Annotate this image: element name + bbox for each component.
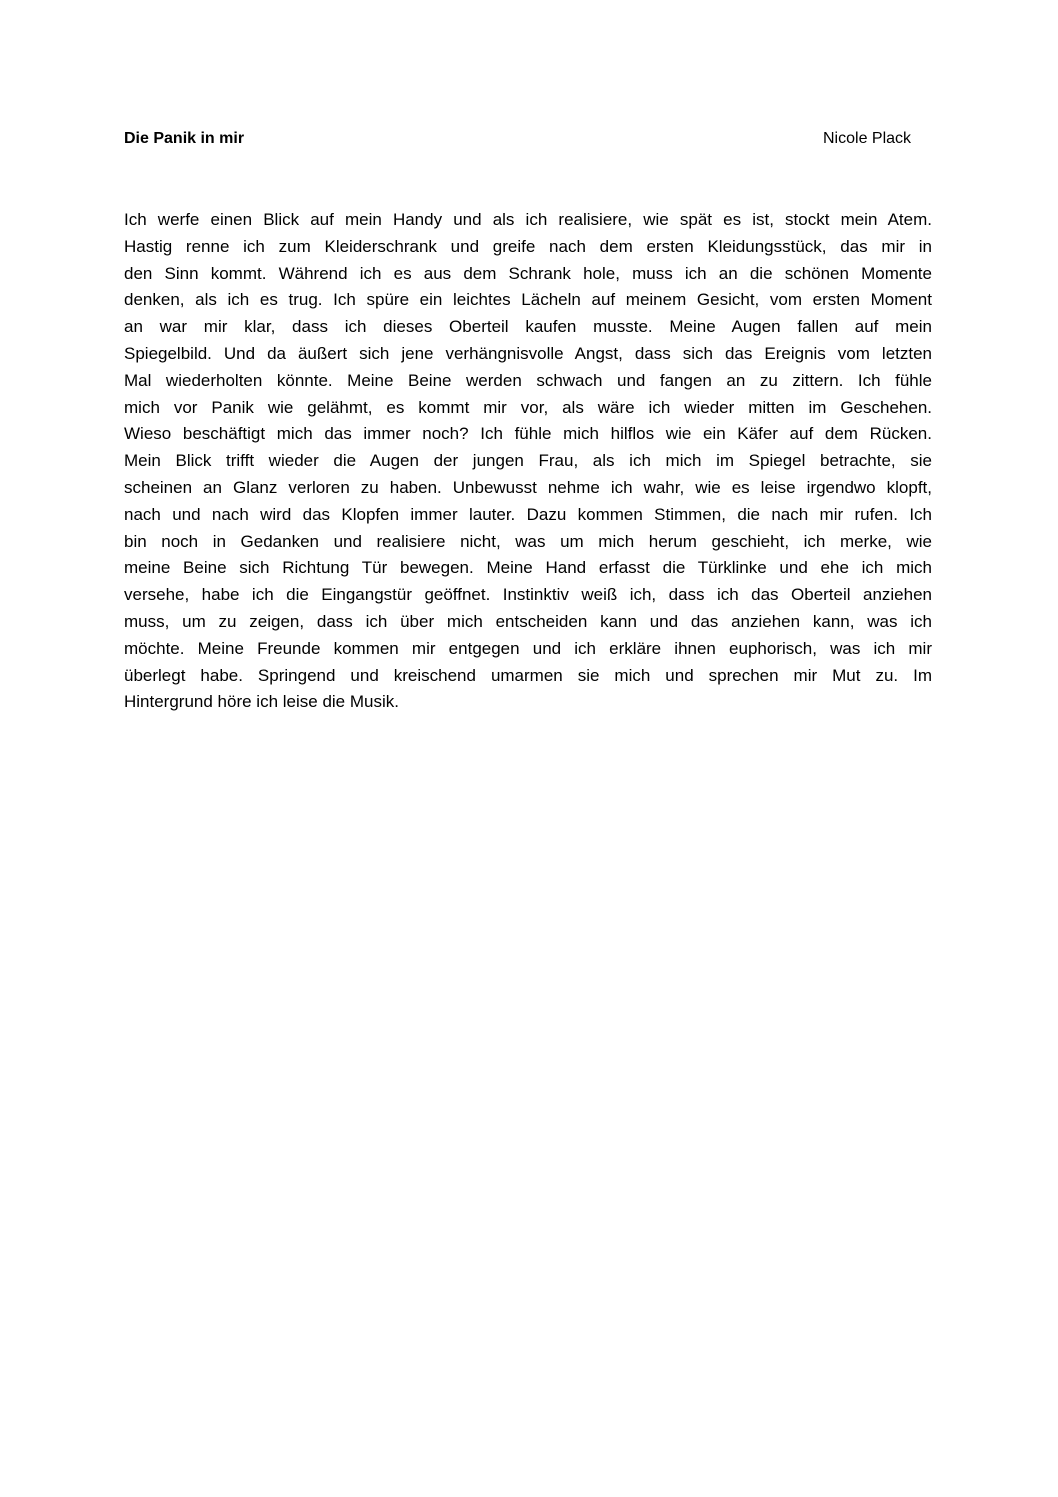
body-line: Spiegelbild. Und da äußert sich jene verhängnisvolle Angst, dass sich das Ereignis vom letzten — [124, 343, 932, 363]
body-line: mich vor Panik wie gelähmt, es kommt mir vor, als wäre ich wieder mitten im Geschehen. — [124, 397, 932, 417]
body-line: Hintergrund höre ich leise die Musik. — [124, 692, 399, 712]
author-name: Nicole Plack — [823, 130, 912, 147]
body-line: Mein Blick trifft wieder die Augen der jungen Frau, als ich mich im Spiegel betrachte, sie — [124, 451, 932, 471]
body-line: an war mir klar, dass ich dieses Oberteil kaufen musste. Meine Augen fallen auf mein — [124, 317, 932, 337]
body-line: möchte. Meine Freunde kommen mir entgegen und ich erkläre ihnen euphorisch, was ich mir — [124, 638, 932, 658]
body-line: Mal wiederholten könnte. Meine Beine werden schwach und fangen an zu zittern. Ich fühle — [124, 370, 932, 390]
body-line: Hastig renne ich zum Kleiderschrank und greife nach dem ersten Kleidungsstück, das mir in — [124, 236, 932, 256]
body-line: Ich werfe einen Blick auf mein Handy und als ich realisiere, wie spät es ist, stockt mein Atem. — [124, 210, 932, 229]
body-line: überlegt habe. Springend und kreischend umarmen sie mich und sprechen mir Mut zu. Im — [124, 665, 932, 685]
body-paragraph — [124, 207, 932, 716]
body-line: meine Beine sich Richtung Tür bewegen. Meine Hand erfasst die Türklinke und ehe ich mich — [124, 558, 932, 578]
body-line: versehe, habe ich die Eingangstür geöffnet. Instinktiv weiß ich, dass ich das Oberteil anziehen — [124, 585, 932, 605]
document-title: Die Panik in mir — [124, 130, 245, 147]
body-line: den Sinn kommt. Während ich es aus dem Schrank hole, muss ich an die schönen Momente — [124, 263, 932, 283]
body-line: Wieso beschäftigt mich das immer noch? Ich fühle mich hilflos wie ein Käfer auf dem Rücken. — [124, 424, 932, 444]
body-line: bin noch in Gedanken und realisiere nicht, was um mich herum geschieht, ich merke, wie — [124, 531, 932, 551]
body-line: denken, als ich es trug. Ich spüre ein leichtes Lächeln auf meinem Gesicht, vom ersten Moment — [124, 290, 932, 310]
body-line: scheinen an Glanz verloren zu haben. Unbewusst nehme ich wahr, wie es leise irgendwo klopft, — [124, 477, 932, 497]
body-line: nach und nach wird das Klopfen immer lauter. Dazu kommen Stimmen, die nach mir rufen. Ich — [124, 504, 932, 524]
body-line: muss, um zu zeigen, dass ich über mich entscheiden kann und das anziehen kann, was ich — [124, 611, 932, 631]
